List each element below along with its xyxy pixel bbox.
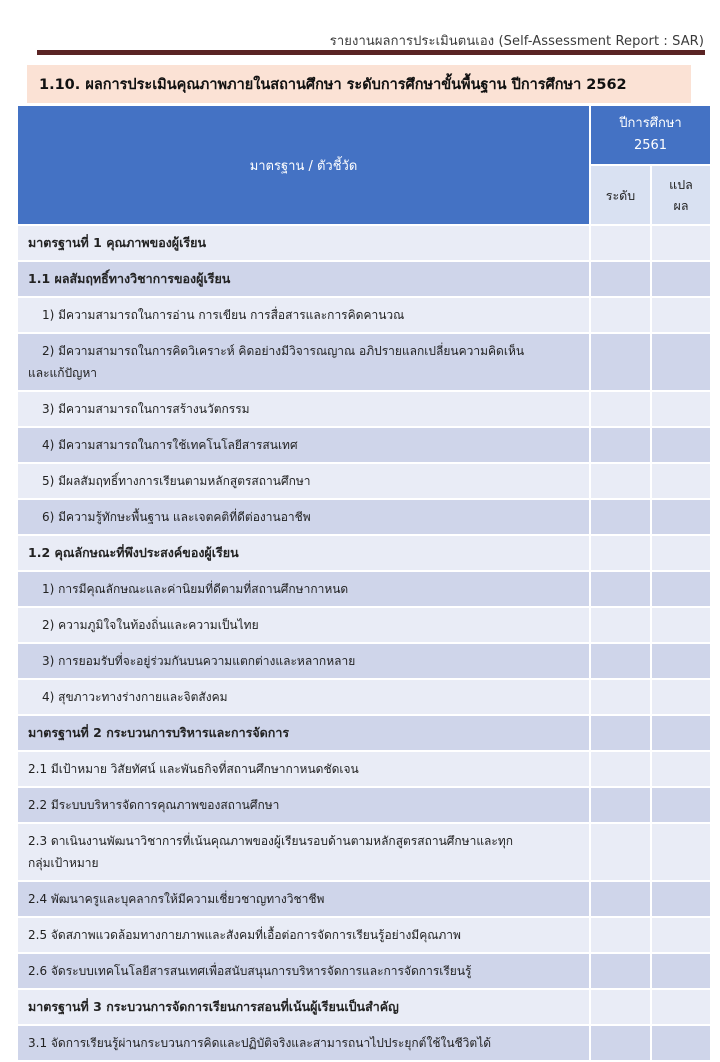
row-interpretation-cell bbox=[651, 607, 711, 643]
row-interpretation-cell bbox=[651, 261, 711, 297]
section-title: 1.10. ผลการประเมินคุณภาพภายในสถานศึกษา ระดับการศึกษาขั้นพื้นฐาน ปีการศึกษา 2562 bbox=[27, 65, 691, 103]
row-level-cell bbox=[590, 715, 651, 751]
header-academic-year bbox=[590, 105, 711, 165]
row-indicator bbox=[17, 535, 590, 571]
assessment-table bbox=[16, 104, 712, 1062]
header-year-value: 2561 bbox=[633, 138, 668, 153]
row-interpretation-cell bbox=[651, 297, 711, 333]
row-indicator bbox=[17, 881, 590, 917]
row-indicator-text: มาตรฐานที่ 2 กระบวนการบริหารและการจัดการ bbox=[28, 725, 290, 740]
row-interpretation-cell bbox=[651, 427, 711, 463]
row-indicator bbox=[17, 427, 590, 463]
row-level-cell bbox=[590, 953, 651, 989]
row-indicator-text: 2.5 จัดสภาพแวดล้อมทางกายภาพและสังคมที่เอื้อต่อการจัดการเรียนรู้อย่างมีคุณภาพ bbox=[28, 928, 461, 942]
row-indicator bbox=[17, 391, 590, 427]
row-indicator-text: 4) มีความสามารถในการใช้เทคโนโลยีสารสนเทศ bbox=[42, 438, 298, 452]
row-indicator bbox=[17, 261, 590, 297]
table-row bbox=[17, 391, 711, 427]
table-row bbox=[17, 225, 711, 261]
row-level-cell bbox=[590, 297, 651, 333]
row-interpretation-cell bbox=[651, 535, 711, 571]
table-row bbox=[17, 787, 711, 823]
table-row bbox=[17, 297, 711, 333]
row-indicator-text: 2) มีความสามารถในการคิดวิเคราะห์ คิดอย่างมีวิจารณญาณ อภิปรายแลกเปลี่ยนความคิดเห็น bbox=[42, 344, 525, 358]
row-level-cell bbox=[590, 787, 651, 823]
row-indicator bbox=[17, 823, 590, 881]
row-indicator-text: มาตรฐานที่ 3 กระบวนการจัดการเรียนการสอนที่เน้นผู้เรียนเป็นสำคัญ bbox=[28, 999, 399, 1014]
row-level-cell bbox=[590, 1025, 651, 1061]
table-row bbox=[17, 607, 711, 643]
row-interpretation-cell bbox=[651, 571, 711, 607]
table-row bbox=[17, 1025, 711, 1061]
row-indicator-text: 5) มีผลสัมฤทธิ์ทางการเรียนตามหลักสูตรสถานศึกษา bbox=[42, 474, 311, 488]
row-level-cell bbox=[590, 607, 651, 643]
header-interp-line1: แปล bbox=[669, 177, 693, 192]
table-row bbox=[17, 571, 711, 607]
row-indicator-text: 2.6 จัดระบบเทคโนโลยีสารสนเทศเพื่อสนับสนุนการบริหารจัดการและการจัดการเรียนรู้ bbox=[28, 964, 472, 978]
row-interpretation-cell bbox=[651, 643, 711, 679]
row-level-cell bbox=[590, 823, 651, 881]
row-indicator bbox=[17, 643, 590, 679]
table-row bbox=[17, 715, 711, 751]
table-row bbox=[17, 643, 711, 679]
row-indicator bbox=[17, 953, 590, 989]
row-indicator-text-cont: กลุ่มเป้าหมาย bbox=[28, 856, 99, 870]
table-row bbox=[17, 823, 711, 881]
row-interpretation-cell bbox=[651, 989, 711, 1025]
row-level-cell bbox=[590, 881, 651, 917]
row-indicator-text: 3.1 จัดการเรียนรู้ผ่านกระบวนการคิดและปฏิบัติจริงและสามารถนาไปประยุกต์ใช้ในชีวิตได้ bbox=[28, 1036, 492, 1050]
row-level-cell bbox=[590, 571, 651, 607]
row-interpretation-cell bbox=[651, 953, 711, 989]
table-row bbox=[17, 881, 711, 917]
row-indicator-text: 2) ความภูมิใจในท้องถิ่นและความเป็นไทย bbox=[42, 618, 259, 632]
table-row bbox=[17, 679, 711, 715]
row-indicator bbox=[17, 751, 590, 787]
row-indicator-text: 4) สุขภาวะทางร่างกายและจิตสังคม bbox=[42, 690, 228, 704]
table-row bbox=[17, 953, 711, 989]
row-indicator bbox=[17, 715, 590, 751]
header-year-label: ปีการศึกษา bbox=[619, 116, 682, 131]
row-indicator bbox=[17, 333, 590, 391]
row-indicator-text: 1) มีความสามารถในการอ่าน การเขียน การสื่อสารและการคิดคานวณ bbox=[42, 308, 405, 322]
table-row bbox=[17, 427, 711, 463]
row-level-cell bbox=[590, 751, 651, 787]
row-level-cell bbox=[590, 989, 651, 1025]
row-indicator-text-cont: และแก้ปัญหา bbox=[28, 366, 98, 380]
row-indicator bbox=[17, 571, 590, 607]
header-standard-indicator: มาตรฐาน / ตัวชี้วัด bbox=[17, 105, 590, 225]
row-indicator-text: 2.2 มีระบบบริหารจัดการคุณภาพของสถานศึกษา bbox=[28, 798, 280, 812]
row-level-cell bbox=[590, 261, 651, 297]
row-indicator-text: 3) มีความสามารถในการสร้างนวัตกรรม bbox=[42, 402, 250, 416]
row-level-cell bbox=[590, 427, 651, 463]
row-interpretation-cell bbox=[651, 499, 711, 535]
row-indicator-text: 2.1 มีเป้าหมาย วิสัยทัศน์ และพันธกิจที่สถานศึกษากาหนดชัดเจน bbox=[28, 762, 359, 776]
row-interpretation-cell bbox=[651, 463, 711, 499]
row-indicator bbox=[17, 607, 590, 643]
row-indicator bbox=[17, 297, 590, 333]
row-level-cell bbox=[590, 333, 651, 391]
row-indicator-text: 2.4 พัฒนาครูและบุคลากรให้มีความเชี่ยวชาญทางวิชาชีพ bbox=[28, 892, 325, 906]
row-indicator-text: 1.2 คุณลักษณะที่พึงประสงค์ของผู้เรียน bbox=[28, 545, 239, 560]
row-indicator-text: 6) มีความรู้ทักษะพื้นฐาน และเจตคติที่ดีต่องานอาชีพ bbox=[42, 510, 311, 524]
page-header: รายงานผลการประเมินตนเอง (Self-Assessment Report : SAR) bbox=[329, 34, 704, 49]
row-indicator-text: 3) การยอมรับที่จะอยู่ร่วมกันบนความแตกต่างและหลากหลาย bbox=[42, 654, 356, 668]
row-interpretation-cell bbox=[651, 391, 711, 427]
row-indicator bbox=[17, 499, 590, 535]
row-level-cell bbox=[590, 535, 651, 571]
header-rule bbox=[37, 50, 705, 55]
row-level-cell bbox=[590, 463, 651, 499]
header-interp-line2: ผล bbox=[673, 198, 689, 213]
row-interpretation-cell bbox=[651, 881, 711, 917]
row-interpretation-cell bbox=[651, 333, 711, 391]
row-interpretation-cell bbox=[651, 715, 711, 751]
row-interpretation-cell bbox=[651, 225, 711, 261]
row-indicator bbox=[17, 679, 590, 715]
table-row bbox=[17, 917, 711, 953]
row-interpretation-cell bbox=[651, 1025, 711, 1061]
row-indicator-text: 2.3 ดาเนินงานพัฒนาวิชาการที่เน้นคุณภาพของผู้เรียนรอบด้านตามหลักสูตรสถานศึกษาและทุก bbox=[28, 834, 514, 848]
row-level-cell bbox=[590, 917, 651, 953]
row-interpretation-cell bbox=[651, 823, 711, 881]
table-row bbox=[17, 333, 711, 391]
row-indicator bbox=[17, 917, 590, 953]
row-interpretation-cell bbox=[651, 751, 711, 787]
row-level-cell bbox=[590, 679, 651, 715]
row-level-cell bbox=[590, 499, 651, 535]
row-level-cell bbox=[590, 225, 651, 261]
row-interpretation-cell bbox=[651, 917, 711, 953]
row-indicator-text: 1.1 ผลสัมฤทธิ์ทางวิชาการของผู้เรียน bbox=[28, 271, 231, 286]
row-indicator-text: มาตรฐานที่ 1 คุณภาพของผู้เรียน bbox=[28, 235, 206, 250]
row-level-cell bbox=[590, 643, 651, 679]
row-interpretation-cell bbox=[651, 679, 711, 715]
table-row bbox=[17, 499, 711, 535]
header-interpretation bbox=[651, 165, 711, 225]
table-row bbox=[17, 463, 711, 499]
row-indicator bbox=[17, 787, 590, 823]
row-indicator-text: 1) การมีคุณลักษณะและค่านิยมที่ดีตามที่สถานศึกษากาหนด bbox=[42, 582, 349, 596]
table-row bbox=[17, 989, 711, 1025]
row-indicator bbox=[17, 225, 590, 261]
table-row bbox=[17, 535, 711, 571]
row-indicator bbox=[17, 463, 590, 499]
row-indicator bbox=[17, 989, 590, 1025]
row-indicator bbox=[17, 1025, 590, 1061]
table-row bbox=[17, 261, 711, 297]
table-row bbox=[17, 751, 711, 787]
table-body bbox=[17, 225, 711, 1061]
row-interpretation-cell bbox=[651, 787, 711, 823]
header-level: ระดับ bbox=[590, 165, 651, 225]
row-level-cell bbox=[590, 391, 651, 427]
